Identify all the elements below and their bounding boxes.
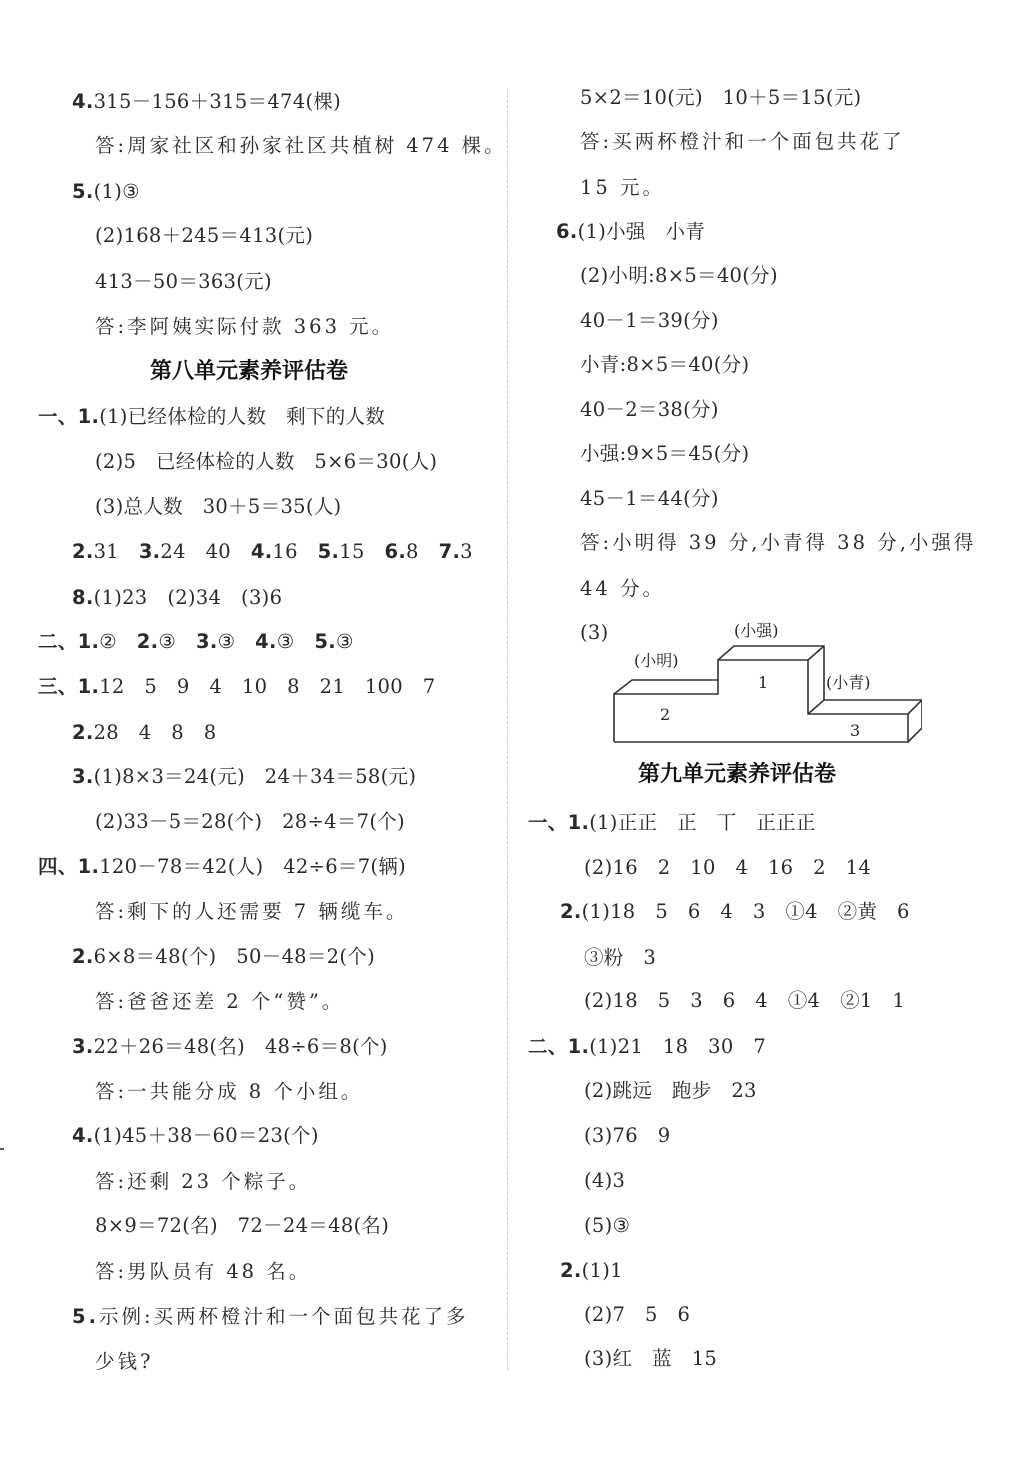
question-number: 6. [384, 540, 407, 563]
podium-diagram [612, 618, 922, 748]
question-number: 5. [72, 180, 94, 203]
question-number: 二、1. [528, 1035, 590, 1058]
answer-line: (2)33－5＝28(个) 28÷4＝7(个) [95, 810, 405, 833]
answer-line [38, 675, 435, 699]
answer-text: 24 40 [160, 540, 232, 563]
answer-text: 22＋26＝48(名) 48÷6＝8(个) [93, 1035, 388, 1058]
answer-text: (1)已经体检的人数 剩下的人数 [99, 405, 386, 428]
answer-text: (1)21 18 30 7 [589, 1035, 767, 1058]
question-number: 四、1. [38, 855, 100, 878]
question-number: 一、1. [38, 405, 100, 428]
answer-line: 44 分。 [580, 577, 666, 600]
answer-line [72, 586, 282, 610]
answer-line: (2)跳远 跑步 23 [584, 1079, 757, 1102]
question-number: 一、1. [528, 811, 590, 834]
answer-line: 40－1＝39(分) [580, 309, 719, 332]
answer-line [38, 855, 406, 879]
answer-line: (2)168＋245＝413(元) [95, 224, 314, 247]
answer-text: 示例:买两杯橙汁和一个面包共花了多 [98, 1305, 469, 1328]
answer-text: (1)小强 小青 [577, 220, 706, 243]
question-number: 三、1. [38, 675, 100, 698]
answer-line: 答:周家社区和孙家社区共植树 474 棵。 [95, 134, 507, 157]
podium-edge [808, 700, 922, 742]
answer-line: (3)总人数 30＋5＝35(人) [95, 495, 342, 518]
question-number: 二、1. [38, 630, 100, 653]
answer-line [72, 540, 473, 564]
question-number: 2. [560, 900, 582, 923]
question-number: 3. [195, 630, 218, 653]
section-title: 第八单元素养评估卷 [150, 359, 349, 384]
podium-second-number: 2 [660, 705, 671, 724]
answer-line: (2)5 已经体检的人数 5×6＝30(人) [95, 450, 438, 473]
answer-line: 答:剩下的人还需要 7 辆缆车。 [95, 900, 409, 923]
question-number: 2. [72, 721, 94, 744]
podium-first-label: (小强) [734, 621, 779, 640]
answer-line: (5)③ [584, 1214, 631, 1237]
question-number: 4. [72, 1124, 94, 1147]
answer-line: (3) [580, 621, 609, 644]
answer-line [72, 90, 341, 114]
podium-second-label: (小明) [634, 651, 679, 670]
answer-line [72, 1124, 319, 1148]
answer-line: 413－50＝363(元) [95, 270, 272, 293]
answer-line: 答:买两杯橙汁和一个面包共花了 [580, 130, 905, 153]
answer-line [72, 765, 416, 789]
answer-text: ② [99, 630, 117, 653]
answer-text: ③ [276, 630, 295, 653]
answer-text: (1)23 (2)34 (3)6 [93, 586, 283, 609]
answer-line: 答:爸爸还差 2 个“赞”。 [95, 990, 345, 1013]
answer-line: 少钱? [95, 1350, 154, 1373]
question-number: 2. [560, 1259, 582, 1282]
question-number: 5. [314, 630, 336, 653]
answer-line: (2)小明:8×5＝40(分) [580, 264, 778, 287]
answer-line: 8×9＝72(名) 72－24＝48(名) [95, 1214, 390, 1237]
question-number: 2. [72, 540, 94, 563]
podium-edge [614, 680, 718, 694]
section-title: 第九单元素养评估卷 [638, 762, 837, 787]
question-number: 2. [136, 630, 159, 653]
answer-text: 16 [272, 540, 298, 563]
answer-line [72, 1035, 388, 1059]
answer-line: 答:还剩 23 个粽子。 [95, 1170, 312, 1193]
answer-line: 答:小明得 39 分,小青得 38 分,小强得 [580, 531, 977, 554]
answer-line: (2)18 5 3 6 4 ①4 ②1 1 [584, 989, 906, 1012]
margin-tick [0, 1148, 4, 1150]
question-number: 8. [72, 586, 94, 609]
answer-line: 15 元。 [580, 176, 666, 199]
podium-third-number: 3 [850, 721, 861, 740]
question-number: 3. [72, 1035, 94, 1058]
answer-text: 120－78＝42(人) 42÷6＝7(辆) [99, 855, 407, 878]
answer-line [38, 405, 385, 429]
answer-text: 12 5 9 4 10 8 21 100 7 [99, 675, 436, 698]
answer-line [556, 220, 705, 244]
question-number: 5. [72, 1305, 99, 1328]
question-number: 6. [556, 220, 578, 243]
answer-line: (4)3 [584, 1169, 626, 1192]
answer-text: ③ [335, 630, 354, 653]
question-number: 4. [72, 90, 94, 113]
answer-text: (1)1 [581, 1259, 623, 1282]
column-divider [507, 90, 508, 1370]
question-number: 4. [250, 540, 273, 563]
answer-text: ③ [217, 630, 236, 653]
answer-line: ③粉 3 [584, 946, 657, 969]
answer-text: 8 [406, 540, 419, 563]
answer-text: 15 [339, 540, 365, 563]
question-number: 3. [138, 540, 161, 563]
answer-text: 6×8＝48(个) 50－48＝2(个) [93, 945, 376, 968]
answer-text: 315－156＋315＝474(棵) [93, 90, 342, 113]
answer-line [72, 180, 140, 204]
answer-text: (1)正正 正 丅 正正正 [589, 811, 816, 834]
podium-edge [808, 646, 824, 660]
answer-line: 5×2＝10(元) 10＋5＝15(元) [580, 86, 862, 109]
answer-text: (1)18 5 6 4 3 ①4 ②黄 6 [581, 900, 910, 923]
podium-third-label: (小青) [826, 673, 871, 692]
question-number: 2. [72, 945, 94, 968]
answer-text: (1)8×3＝24(元) 24＋34＝58(元) [93, 765, 417, 788]
answer-line: 答:一共能分成 8 个小组。 [95, 1080, 364, 1103]
answer-line [72, 945, 375, 969]
question-number: 4. [255, 630, 277, 653]
answer-line: 答:李阿姨实际付款 363 元。 [95, 315, 395, 338]
answer-line [528, 1035, 766, 1059]
answer-text: 3 [460, 540, 473, 563]
answer-line [38, 630, 354, 654]
answer-text: (1)③ [93, 180, 140, 203]
answer-line: (3)红 蓝 15 [584, 1347, 718, 1370]
answer-text: (1)45＋38－60＝23(个) [93, 1124, 319, 1147]
podium-edge [908, 700, 922, 714]
podium-svg [612, 618, 922, 748]
answer-text: ③ [158, 630, 177, 653]
answer-line: 答:男队员有 48 名。 [95, 1260, 312, 1283]
answer-line: (2)7 5 6 [584, 1303, 691, 1326]
answer-line: (3)76 9 [584, 1124, 671, 1147]
answer-text: 31 [93, 540, 119, 563]
question-number: 7. [438, 540, 461, 563]
answer-line: 45－1＝44(分) [580, 487, 719, 510]
question-number: 3. [72, 765, 94, 788]
question-number: 5. [317, 540, 340, 563]
answer-line [528, 811, 816, 835]
answer-line: 40－2＝38(分) [580, 398, 719, 421]
answer-line [72, 1305, 469, 1329]
answer-line [560, 1259, 623, 1283]
answer-line [72, 721, 217, 745]
answer-text: 28 4 8 8 [93, 721, 217, 744]
answer-line [560, 900, 910, 924]
podium-first-number: 1 [758, 673, 769, 692]
answer-line: 小强:9×5＝45(分) [580, 442, 750, 465]
answer-line: 小青:8×5＝40(分) [580, 353, 750, 376]
answer-line: (2)16 2 10 4 16 2 14 [584, 856, 872, 879]
